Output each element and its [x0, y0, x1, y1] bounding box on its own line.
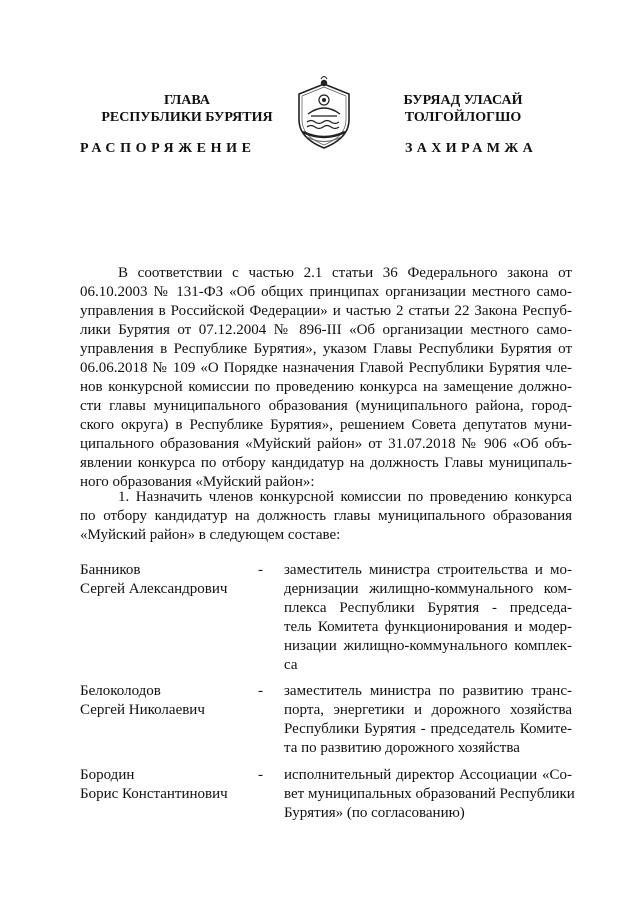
- role-line: низации жилищно-коммунального комплек-: [284, 638, 572, 654]
- intro-line: управления в Республике Бурятия», указом Главы Республики Бурятия от: [80, 341, 572, 357]
- doc-type-right: ЗАХИРАМЖА: [405, 141, 538, 156]
- intro-line: ного образования «Муйский район»:: [80, 474, 315, 490]
- item-1-line: по отбору кандидатур на должность главы муниципального образования: [80, 508, 572, 524]
- member-given-names: Сергей Александрович: [80, 581, 228, 597]
- header-right-line2: ТОЛГОЙЛОГШО: [404, 110, 522, 125]
- member-surname: Бородин: [80, 767, 135, 783]
- role-line: дернизации жилищно-коммунального ком-: [284, 581, 572, 597]
- intro-line: сти главы муниципального образования (муниципального района, город-: [80, 398, 572, 414]
- role-line: та по развитию дорожного хозяйства: [284, 740, 520, 756]
- role-line: Бурятия» (по согласованию): [284, 805, 465, 821]
- coat-of-arms-icon: [293, 76, 355, 152]
- member-name: [80, 561, 260, 599]
- member-given-names: Борис Константинович: [80, 786, 228, 802]
- member-dash: -: [258, 683, 263, 699]
- intro-line: ципального образования «Муйский район» от 31.07.2018 № 906 «Об объ-: [80, 436, 572, 452]
- intro-line: лики Бурятия от 07.12.2004 № 896-III «Об организации местного само-: [80, 322, 572, 338]
- member-surname: Белоколодов: [80, 683, 161, 699]
- role-line: исполнительный директор Ассоциации «Со-: [284, 767, 572, 783]
- member-dash: -: [258, 767, 263, 783]
- intro-line: ского округа) в Республике Бурятия», решением Совета депутатов муни-: [80, 417, 572, 433]
- member-dash: -: [258, 562, 263, 578]
- item-1-line: «Муйский район» в следующем составе:: [80, 527, 341, 543]
- role-line: заместитель министра строительства и мо-: [284, 562, 572, 578]
- member-name: [80, 682, 260, 720]
- intro-line: нов конкурсной комиссии по проведению конкурса на замещение должно-: [80, 379, 572, 395]
- intro-paragraph: [80, 264, 572, 492]
- member-role: [284, 682, 572, 758]
- role-line: са: [284, 657, 298, 673]
- header-right-title: [358, 92, 568, 126]
- member-role: [284, 561, 572, 675]
- intro-line: явлении конкурса по отбору кандидатур на должность Главы муниципаль-: [80, 455, 572, 471]
- role-line: плекса Республики Бурятия - председа-: [284, 600, 572, 616]
- header-left-title: [82, 92, 292, 126]
- intro-line: управления в Российской Федерации» и частью 2 статьи 22 Закона Респуб-: [80, 303, 572, 319]
- intro-line: 06.10.2003 № 131-ФЗ «Об общих принципах организации местного само-: [80, 284, 572, 300]
- intro-line: 06.06.2018 № 109 «О Порядке назначения Главой Республики Бурятия чле-: [80, 360, 572, 376]
- member-given-names: Сергей Николаевич: [80, 702, 205, 718]
- member-name: [80, 766, 260, 804]
- header-left-line2: РЕСПУБЛИКИ БУРЯТИЯ: [101, 110, 273, 125]
- item-1-line: 1. Назначить членов конкурсной комиссии по проведению конкурса: [118, 489, 572, 505]
- member-role: [284, 766, 575, 823]
- member-surname: Банников: [80, 562, 141, 578]
- item-1-paragraph: [80, 488, 572, 545]
- role-line: порта, энергетики и дорожного хозяйства: [284, 702, 572, 718]
- role-line: тель Комитета функционирования и модер-: [284, 619, 572, 635]
- header-right-line1: БУРЯАД УЛАСАЙ: [403, 93, 523, 108]
- header-left-line1: ГЛАВА: [164, 93, 210, 108]
- role-line: заместитель министра по развитию транс-: [284, 683, 572, 699]
- doc-type-left: РАСПОРЯЖЕНИЕ: [80, 141, 256, 156]
- role-line: вет муниципальных образований Республики: [284, 786, 575, 802]
- role-line: Республики Бурятия - председатель Комите-: [284, 721, 572, 737]
- intro-line: В соответствии с частью 2.1 статьи 36 Федерального закона от: [118, 265, 572, 281]
